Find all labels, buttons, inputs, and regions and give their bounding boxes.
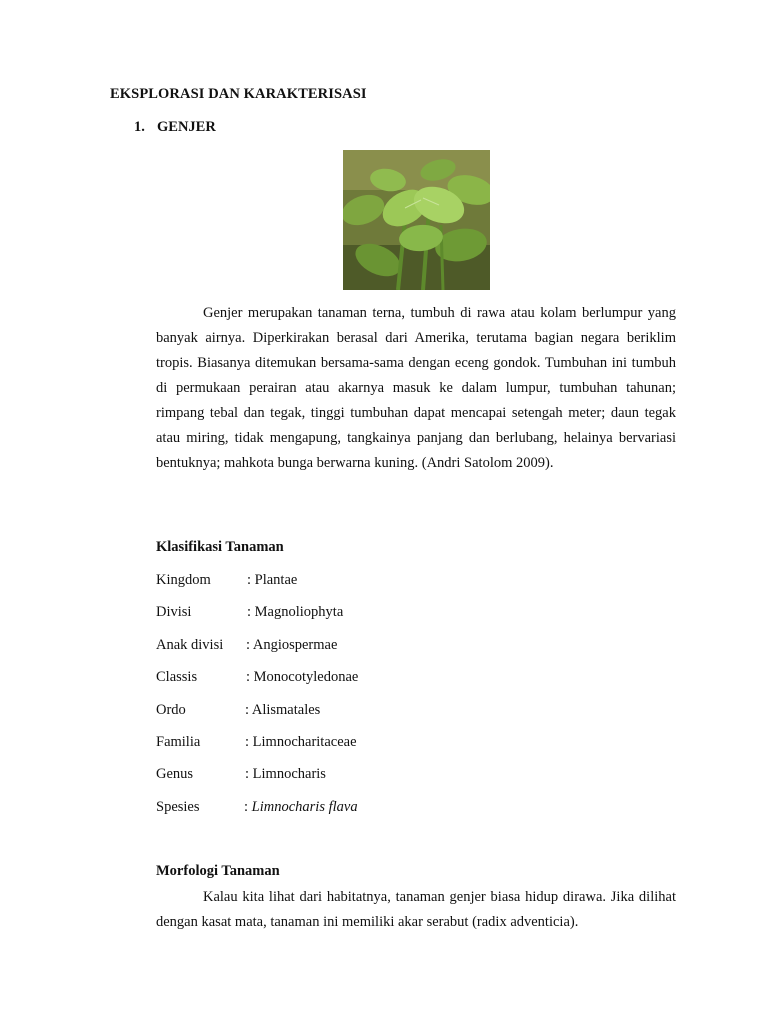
classification-value: : Angiospermae bbox=[246, 637, 338, 653]
classification-heading: Klasifikasi Tanaman bbox=[156, 539, 284, 555]
classification-value: : Limnocharis bbox=[245, 766, 326, 782]
classification-value: : Plantae bbox=[247, 572, 298, 588]
classification-label: Classis bbox=[156, 669, 198, 685]
description-paragraph: Genjer merupakan tanaman terna, tumbuh di rawa atau kolam berlumpur yang banyak airnya. Diperkirakan berasal dari Amerika, terutama bagian negara beriklim tropis. Biasanya ditemukan bersama-sama dengan eceng gondok. Tumbuhan ini tumbuh di permukaan perairan atau akarnya masuk ke dalam lumpur, tumbuhan tahunan; rimpang tebal dan tegak, tinggi tumbuhan dapat mencapai setengah meter; daun tegak atau miring, tidak mengapung, tangkainya panjang dan berlubang, helainya bervariasi bentuknya; mahkota bunga berwarna kuning. (Andri Satolom 2009). bbox=[156, 305, 676, 471]
classification-label: Spesies bbox=[156, 799, 200, 815]
genjer-plant-image bbox=[343, 150, 490, 290]
morphology-paragraph: Kalau kita lihat dari habitatnya, tanaman genjer biasa hidup dirawa. Jika dilihat dengan kasat mata, tanaman ini memiliki akar serabut (radix adventicia). bbox=[156, 889, 676, 930]
section-number: 1. bbox=[134, 119, 145, 135]
classification-value: : Monocotyledonae bbox=[246, 669, 359, 685]
classification-label: Ordo bbox=[156, 702, 186, 718]
classification-label: Familia bbox=[156, 734, 201, 750]
classification-label: Divisi bbox=[156, 604, 192, 620]
section-title: GENJER bbox=[157, 119, 216, 135]
document-heading: EKSPLORASI DAN KARAKTERISASI bbox=[110, 86, 367, 102]
classification-value: : Alismatales bbox=[245, 702, 321, 718]
species-name: Limnocharis flava bbox=[251, 799, 358, 815]
classification-label: Genus bbox=[156, 766, 194, 782]
classification-value: : Limnocharitaceae bbox=[245, 734, 357, 750]
classification-label: Anak divisi bbox=[156, 637, 224, 653]
classification-value-prefix: : bbox=[244, 799, 252, 815]
classification-value: : Magnoliophyta bbox=[247, 604, 344, 620]
morphology-heading: Morfologi Tanaman bbox=[156, 863, 280, 879]
classification-label: Kingdom bbox=[156, 572, 211, 588]
classification-value bbox=[244, 797, 358, 817]
